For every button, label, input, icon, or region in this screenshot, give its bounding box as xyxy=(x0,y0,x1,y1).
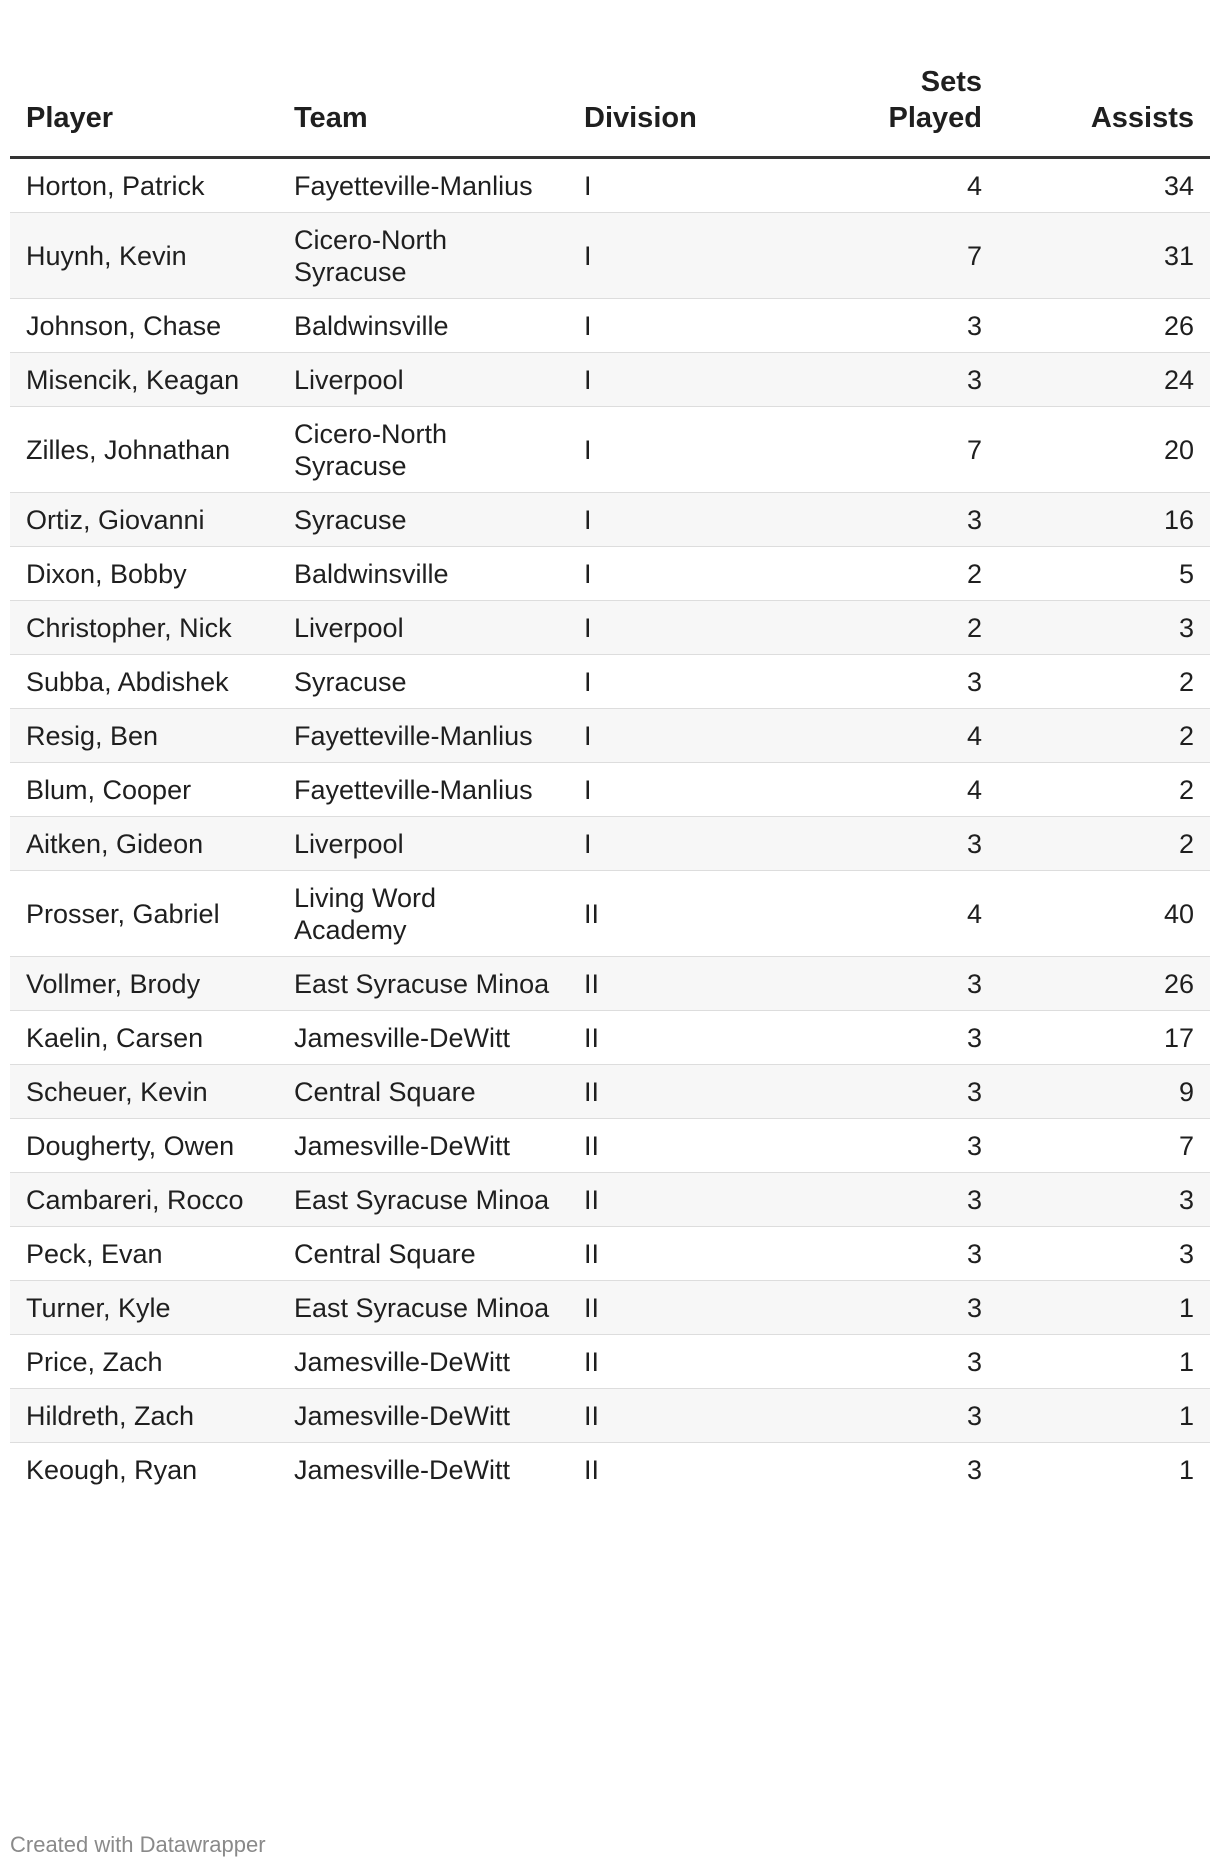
cell-team: Jamesville-DeWitt xyxy=(278,1011,568,1065)
assists-table xyxy=(10,0,1210,1496)
cell-team: Central Square xyxy=(278,1065,568,1119)
cell-sets-played: 7 xyxy=(738,213,998,299)
cell-division: II xyxy=(568,871,738,957)
cell-player: Johnson, Chase xyxy=(10,299,278,353)
cell-assists: 16 xyxy=(998,493,1210,547)
cell-sets-played: 3 xyxy=(738,299,998,353)
cell-team: Cicero-North Syracuse xyxy=(278,407,568,493)
table-row xyxy=(10,158,1210,213)
cell-division: II xyxy=(568,1065,738,1119)
table-row xyxy=(10,655,1210,709)
cell-division: II xyxy=(568,957,738,1011)
cell-division: I xyxy=(568,299,738,353)
cell-division: II xyxy=(568,1119,738,1173)
table-row xyxy=(10,1065,1210,1119)
cell-division: I xyxy=(568,601,738,655)
cell-division: I xyxy=(568,763,738,817)
table-row xyxy=(10,817,1210,871)
cell-team: Fayetteville-Manlius xyxy=(278,763,568,817)
cell-assists: 1 xyxy=(998,1389,1210,1443)
cell-sets-played: 3 xyxy=(738,957,998,1011)
table-row xyxy=(10,1443,1210,1497)
cell-assists: 26 xyxy=(998,299,1210,353)
cell-sets-played: 3 xyxy=(738,493,998,547)
header-team[interactable]: Team xyxy=(278,0,568,158)
header-division[interactable]: Division xyxy=(568,0,738,158)
cell-team: Syracuse xyxy=(278,655,568,709)
cell-sets-played: 3 xyxy=(738,1011,998,1065)
cell-assists: 9 xyxy=(998,1065,1210,1119)
cell-assists: 20 xyxy=(998,407,1210,493)
cell-player: Scheuer, Kevin xyxy=(10,1065,278,1119)
cell-team: Liverpool xyxy=(278,817,568,871)
cell-team: Jamesville-DeWitt xyxy=(278,1389,568,1443)
cell-player: Misencik, Keagan xyxy=(10,353,278,407)
table-row xyxy=(10,709,1210,763)
cell-player: Blum, Cooper xyxy=(10,763,278,817)
cell-team: Cicero-North Syracuse xyxy=(278,213,568,299)
table-row xyxy=(10,493,1210,547)
table-row xyxy=(10,601,1210,655)
cell-player: Turner, Kyle xyxy=(10,1281,278,1335)
cell-assists: 17 xyxy=(998,1011,1210,1065)
cell-player: Zilles, Johnathan xyxy=(10,407,278,493)
table-row xyxy=(10,1335,1210,1389)
cell-assists: 2 xyxy=(998,817,1210,871)
cell-assists: 5 xyxy=(998,547,1210,601)
cell-division: I xyxy=(568,547,738,601)
cell-team: Jamesville-DeWitt xyxy=(294,1454,511,1485)
table-row xyxy=(10,353,1210,407)
cell-division: II xyxy=(568,1227,738,1281)
cell-team: Baldwinsville xyxy=(278,299,568,353)
cell-team: Fayetteville-Manlius xyxy=(278,158,568,213)
cell-player: Kaelin, Carsen xyxy=(10,1011,278,1065)
cell-assists: 40 xyxy=(998,871,1210,957)
cell-sets-played: 3 xyxy=(738,817,998,871)
cell-assists: 2 xyxy=(998,655,1210,709)
cell-division: I xyxy=(568,158,738,213)
cell-sets-played: 3 xyxy=(738,1065,998,1119)
cell-assists: 1 xyxy=(998,1335,1210,1389)
cell-player: Hildreth, Zach xyxy=(10,1389,278,1443)
cell-sets-played: 3 xyxy=(738,1173,998,1227)
table-row xyxy=(10,1119,1210,1173)
cell-division: II xyxy=(568,1281,738,1335)
cell-team: East Syracuse Minoa xyxy=(278,1173,568,1227)
table-row xyxy=(10,407,1210,493)
cell-player: Christopher, Nick xyxy=(10,601,278,655)
cell-player: Vollmer, Brody xyxy=(10,957,278,1011)
cell-player: Peck, Evan xyxy=(10,1227,278,1281)
cell-team: Jamesville-DeWitt xyxy=(278,1335,568,1389)
cell-division: II xyxy=(584,1454,600,1485)
cell-team: Liverpool xyxy=(278,601,568,655)
cell-division: II xyxy=(568,1335,738,1389)
cell-player: Keough, Ryan xyxy=(26,1454,198,1485)
table-row xyxy=(10,1173,1210,1227)
header-sets-played[interactable]: Sets Played xyxy=(738,0,998,158)
cell-team: Syracuse xyxy=(278,493,568,547)
cell-division: I xyxy=(568,817,738,871)
cell-player: Cambareri, Rocco xyxy=(10,1173,278,1227)
cell-player: Dixon, Bobby xyxy=(10,547,278,601)
cell-division: I xyxy=(568,407,738,493)
cell-player: Price, Zach xyxy=(10,1335,278,1389)
cell-assists: 24 xyxy=(998,353,1210,407)
cell-assists: 31 xyxy=(998,213,1210,299)
cell-team: Liverpool xyxy=(278,353,568,407)
table-header xyxy=(10,0,1210,158)
header-assists[interactable]: Assists xyxy=(998,0,1210,158)
cell-division: I xyxy=(568,213,738,299)
cell-sets-played: 3 xyxy=(738,1119,998,1173)
table-row xyxy=(10,1011,1210,1065)
cell-division: II xyxy=(568,1389,738,1443)
data-table-container xyxy=(10,0,1210,1496)
datawrapper-credit: Created with Datawrapper xyxy=(10,1832,266,1857)
cell-sets-played: 7 xyxy=(738,407,998,493)
header-player[interactable]: Player xyxy=(10,0,278,158)
cell-team: East Syracuse Minoa xyxy=(278,957,568,1011)
cell-player: Huynh, Kevin xyxy=(10,213,278,299)
cell-sets-played: 3 xyxy=(738,1389,998,1443)
cell-player: Prosser, Gabriel xyxy=(10,871,278,957)
table-row xyxy=(10,763,1210,817)
cell-player: Dougherty, Owen xyxy=(10,1119,278,1173)
cell-assists: 3 xyxy=(998,1227,1210,1281)
cell-team: Jamesville-DeWitt xyxy=(278,1119,568,1173)
cell-division: I xyxy=(568,493,738,547)
cell-team: East Syracuse Minoa xyxy=(278,1281,568,1335)
cell-division: I xyxy=(568,655,738,709)
cell-team: Baldwinsville xyxy=(278,547,568,601)
cell-assists: 1 xyxy=(998,1281,1210,1335)
cell-player: Subba, Abdishek xyxy=(10,655,278,709)
cell-division: II xyxy=(568,1011,738,1065)
table-body xyxy=(10,158,1210,1497)
table-row xyxy=(10,957,1210,1011)
cell-division: I xyxy=(568,709,738,763)
cell-sets-played: 2 xyxy=(738,547,998,601)
cell-team: Central Square xyxy=(278,1227,568,1281)
cell-assists: 2 xyxy=(998,709,1210,763)
cell-player: Aitken, Gideon xyxy=(10,817,278,871)
cell-assists: 1 xyxy=(1178,1454,1194,1485)
cell-sets-played: 4 xyxy=(738,871,998,957)
table-row xyxy=(10,1227,1210,1281)
cell-assists: 7 xyxy=(998,1119,1210,1173)
cell-assists: 34 xyxy=(998,158,1210,213)
cell-assists: 3 xyxy=(998,601,1210,655)
cell-sets-played: 3 xyxy=(738,655,998,709)
cell-sets-played: 3 xyxy=(738,1335,998,1389)
table-row xyxy=(10,1389,1210,1443)
cell-sets-played: 3 xyxy=(966,1454,982,1485)
cell-sets-played: 4 xyxy=(738,158,998,213)
cell-team: Living Word Academy xyxy=(278,871,568,957)
table-row xyxy=(10,547,1210,601)
table-row xyxy=(10,1281,1210,1335)
cell-assists: 26 xyxy=(998,957,1210,1011)
cell-player: Horton, Patrick xyxy=(10,158,278,213)
cell-sets-played: 2 xyxy=(738,601,998,655)
cell-team: Fayetteville-Manlius xyxy=(278,709,568,763)
cell-sets-played: 3 xyxy=(738,1281,998,1335)
cell-division: I xyxy=(568,353,738,407)
cell-assists: 2 xyxy=(998,763,1210,817)
table-row xyxy=(10,299,1210,353)
cell-player: Ortiz, Giovanni xyxy=(10,493,278,547)
cell-sets-played: 3 xyxy=(738,353,998,407)
table-row xyxy=(10,213,1210,299)
cell-sets-played: 3 xyxy=(738,1227,998,1281)
table-row xyxy=(10,871,1210,957)
cell-player: Resig, Ben xyxy=(10,709,278,763)
cell-sets-played: 4 xyxy=(738,763,998,817)
header-row xyxy=(10,0,1210,158)
cell-sets-played: 4 xyxy=(738,709,998,763)
cell-division: II xyxy=(568,1173,738,1227)
cell-assists: 3 xyxy=(998,1173,1210,1227)
